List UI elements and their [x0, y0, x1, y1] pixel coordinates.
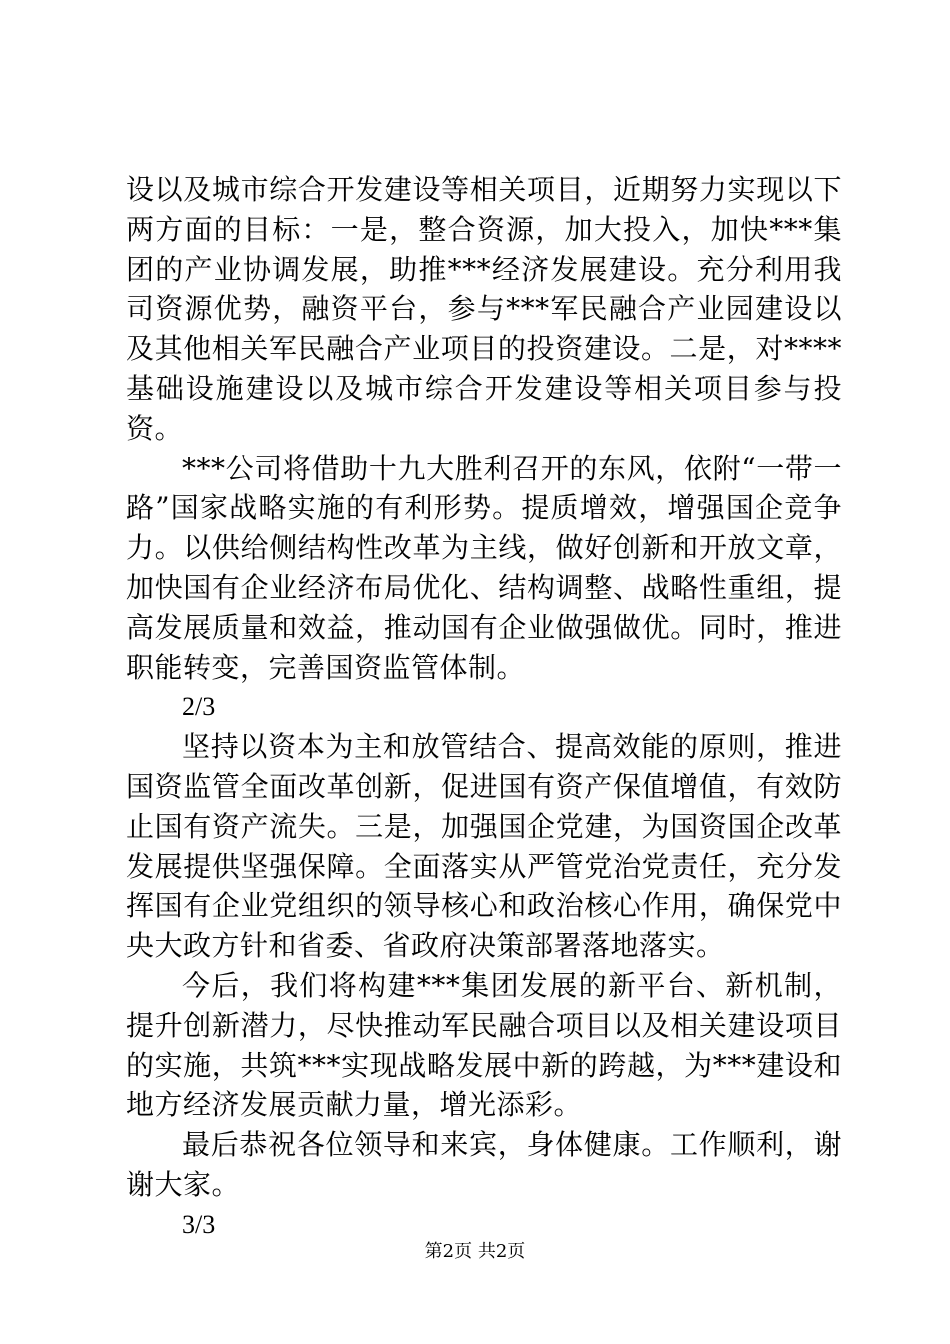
page-footer	[0, 1240, 950, 1264]
page-number: 第2页 共2页	[424, 1241, 526, 1262]
page-marker: 3/3	[182, 1209, 216, 1239]
paragraph-reform-principles: 坚持以资本为主和放管结合、提高效能的原则，推进国资监管全面改革创新，促进国有资产保值增值，有效防止国有资产流失。三是，加强国企党建，为国资国企改革发展提供坚强保障。全面落实从严管党治党责任，充分发挥国有企业党组织的领导核心和政治核心作用，确保党中央大政方针和省委、省政府决策部署落地落实。	[126, 730, 842, 963]
paragraph-closing-wishes: 最后恭祝各位领导和来宾，身体健康。工作顺利，谢谢大家。	[126, 1128, 842, 1201]
paragraph-future-plans: 今后，我们将构建***集团发展的新平台、新机制，提升创新潜力，尽快推动军民融合项目以及相关建设项目的实施，共筑***实现战略发展中新的跨越，为***建设和地方经济发展贡献力量，增光添彩。	[126, 968, 842, 1122]
document-body	[126, 170, 842, 1245]
page-marker: 2/3	[182, 692, 216, 722]
paragraph-goals: 设以及城市综合开发建设等相关项目，近期努力实现以下两方面的目标：一是，整合资源，加大投入，加快***集团的产业协调发展，助推***经济发展建设。充分利用我司资源优势，融资平台，参与***军民融合产业园建设以及其他相关军民融合产业项目的投资建设。二是，对****基础设施建设以及城市综合开发建设等相关项目参与投资。	[126, 173, 842, 445]
paragraph-company-strategy: ***公司将借助十九大胜利召开的东风，依附“一带一路”国家战略实施的有利形势。提质增效，增强国企竞争力。以供给侧结构性改革为主线，做好创新和开放文章，加快国有企业经济布局优化、结构调整、战略性重组，提高发展质量和效益，推动国有企业做强做优。同时，推进职能转变，完善国资监管体制。	[126, 451, 842, 684]
